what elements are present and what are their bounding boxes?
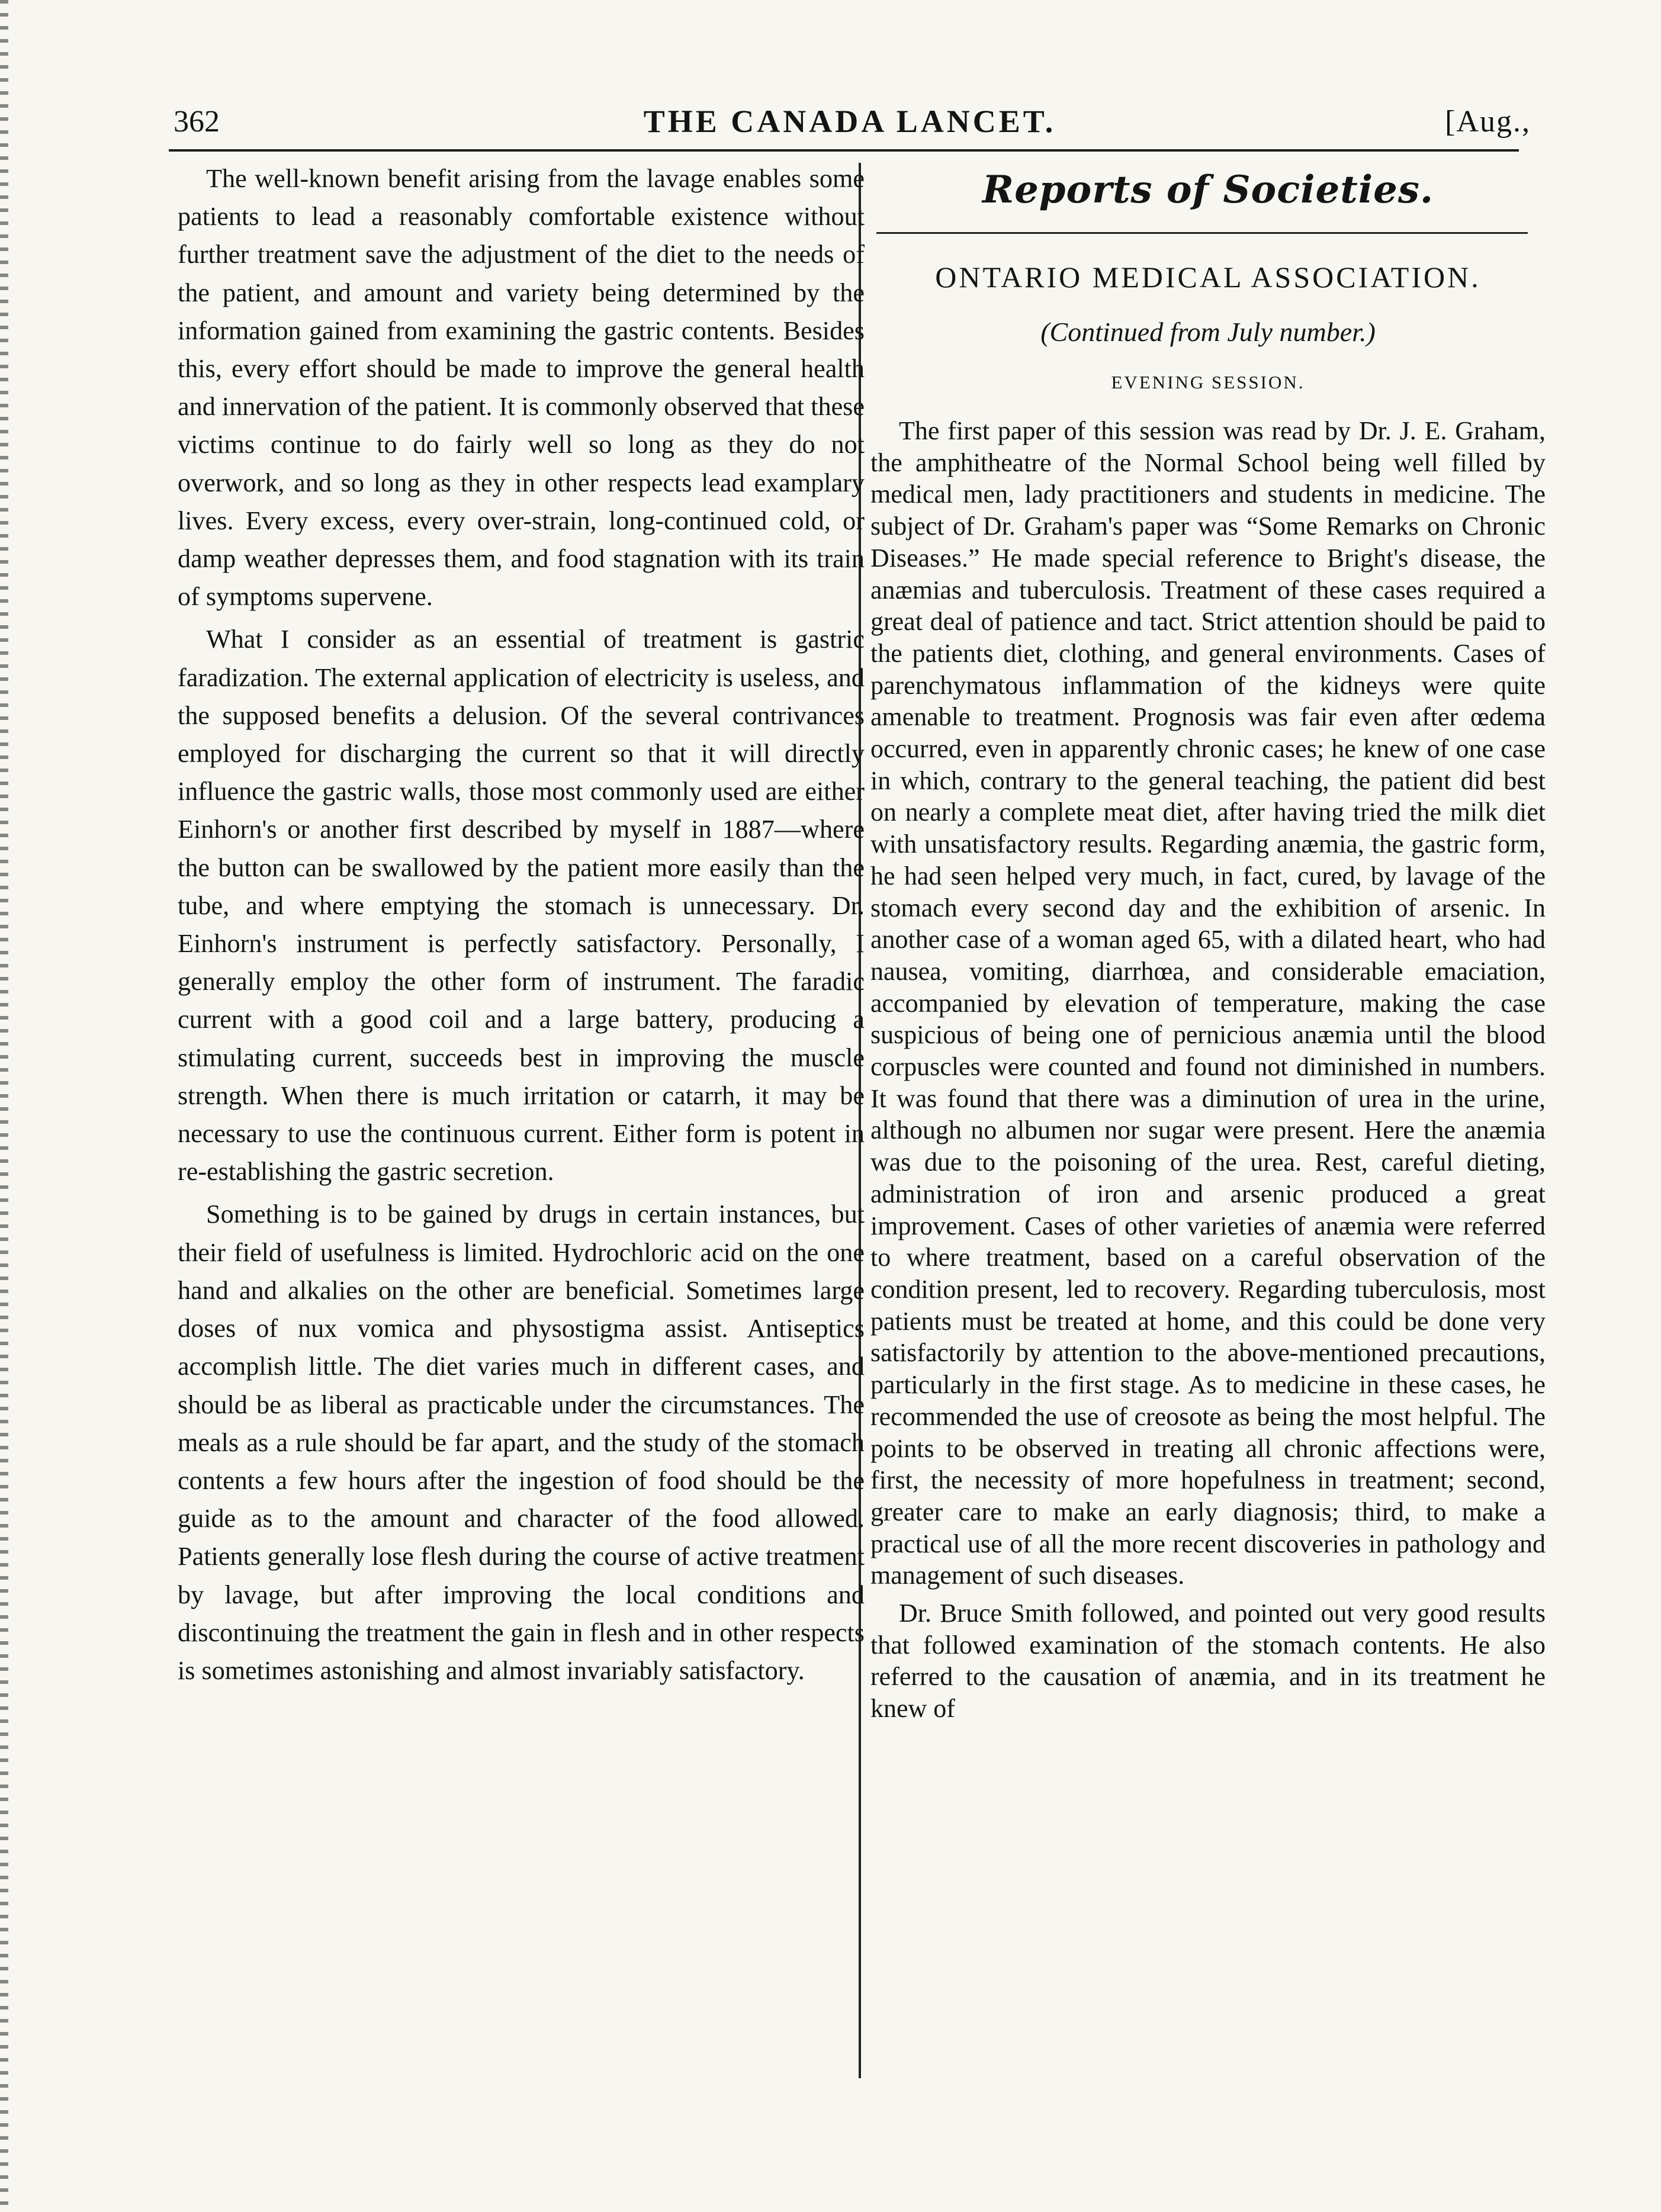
paragraph: The first paper of this session was read by Dr. J. E. Graham, the amphitheatre of the Normal School being well filled by medical men, lady practitioners and students in medicine. The subject of Dr. Graham's paper was “Some Remarks on Chronic Diseases.” He made special reference to Bright's disease, the anæmias and tuberculosis. Treatment of these cases required a great deal of patience and tact. Strict attention should be paid to the patients diet, clothing, and general environments. Cases of parenchymatous inflammation of the kidneys were quite amenable to treatment. Prognosis was fair even after œdema occurred, even in apparently chronic cases; he knew of one case in which, contrary to the general teaching, the patient did best on nearly a complete meat diet, after having tried the milk diet with unsatisfactory results. Regarding anæmia, the gastric form, he had seen helped very much, in fact, cured, by lavage of the stomach every second day and the exhibition of arsenic. In another case of a woman aged 65, with a dilated heart, who had nausea, vomiting, diarrhœa, and considerable emaciation, accompanied by elevation of temperature, making the case suspicious of being one of pernicious anæmia until the blood corpuscles were counted and found not diminished in numbers. It was found that there was a diminution of urea in the urine, although no albumen nor sugar were present. Here the anæmia was due to the poisoning of the urea. Rest, careful dieting, administration of iron and arsenic produced a great improvement. Cases of other varieties of anæmia were referred to where treatment, based on a careful observation of the condition present, led to recovery. Regarding tuberculosis, most patients must be treated at home, and this could be done very satisfactorily by attention to the above-mentioned precautions, particularly in the first stage. As to medicine in these cases, he recommended the use of creosote as being the most helpful. The points to be observed in treating all chronic affections were, first, the necessity of more hopefulness in treatment; second, greater care to make an early diagnosis; third, to make a practical use of all the more recent discoveries in pathology and management of such diseases. [870, 416, 1546, 1590]
session-heading: EVENING SESSION. [1111, 372, 1305, 393]
article-body [870, 415, 1546, 1725]
right-column [870, 160, 1546, 1731]
issue-date: [Aug., [1445, 105, 1531, 139]
section-rule [876, 232, 1528, 234]
journal-title: THE CANADA LANCET. [643, 104, 1056, 139]
running-header [169, 101, 1531, 148]
paragraph: What I consider as an essential of treatment is gastric faradization. The external application of electricity is useless, and the supposed benefits a delusion. Of the several contrivances employed for discharging the current so that it will directly influence the gastric walls, those most commonly used are either Einhorn's or another first described by myself in 1887—where the button can be swallowed by the patient more easily than the tube, and where emptying the stomach is unnecessary. Dr. Einhorn's instrument is perfectly satisfactory. Personally, I generally employ the other form of instrument. The faradic current with a good coil and a large battery, producing a stimulating current, succeeds best in improving the muscle strength. When there is much irritation or catarrh, it may be necessary to use the continuous current. Either form is potent in re-establishing the gastric secretion. [178, 625, 865, 1187]
header-rule [169, 149, 1519, 152]
article-heading: ONTARIO MEDICAL ASSOCIATION. [935, 261, 1481, 294]
paragraph: Something is to be gained by drugs in certain instances, but their field of usefulness is limited. Hydrochloric acid on the one hand and alkalies on the other are beneficial. Sometimes large doses of nux vomica and physostigma assist. Antiseptics accomplish little. The diet varies much in different cases, and should be as liberal as practicable under the circumstances. The meals as a rule should be far apart, and the study of the stomach contents a few hours after the ingestion of food should be the guide as to the amount and character of the food allowed. Patients generally lose flesh during the course of active treatment by lavage, but after improving the local conditions and discontinuing the treatment the gain in flesh and in other respects is sometimes astonishing and almost invariably satisfactory. [178, 1200, 865, 1685]
paragraph: Dr. Bruce Smith followed, and pointed out very good results that followed examination of the stomach contents. He also referred to the causation of anæmia, and in its treatment he knew of [870, 1599, 1546, 1724]
scan-edge-shadow [0, 0, 8, 2212]
section-title: Reports of Societies. [982, 168, 1434, 212]
paragraph: The well-known benefit arising from the lavage enables some patients to lead a reasonably comfortable existence without further treatment save the adjustment of the diet to the needs of the patient, and amount and variety being determined by the information gained from examining the gastric contents. Besides this, every effort should be made to improve the general health and innervation of the patient. It is commonly observed that these victims continue to do fairly well so long as they do not overwork, and so long as they in other respects lead examplary lives. Every excess, every over-strain, long-continued cold, or damp weather depresses them, and food stagnation with its train of symptoms supervene. [178, 164, 865, 612]
left-column [178, 160, 865, 1695]
continued-note: (Continued from July number.) [1040, 317, 1376, 347]
page-number: 362 [174, 105, 220, 139]
